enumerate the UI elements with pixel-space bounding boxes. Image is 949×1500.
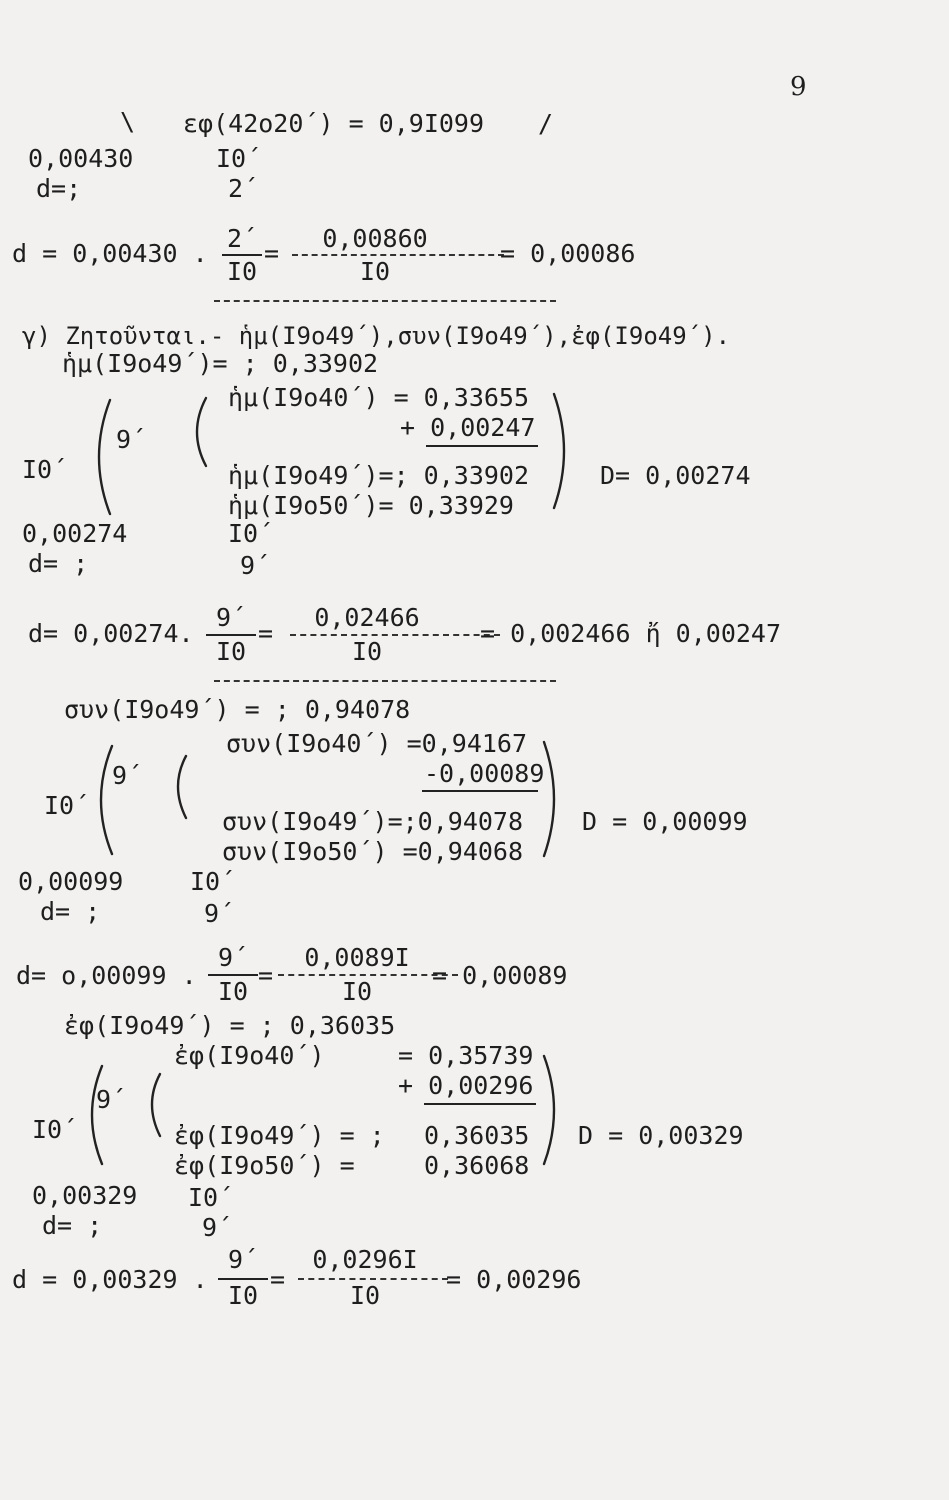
tan2-row-3-value: 0,36035 <box>424 1121 530 1150</box>
tan2-row-4: ἐφ(I9ο50΄) = <box>174 1151 355 1180</box>
frac-denominator: I0 <box>226 257 258 286</box>
frac-numerator: 2΄ <box>226 224 258 253</box>
cos-d-query: d= ; <box>40 897 101 926</box>
tan2-row-3: ἐφ(I9ο49΄) = ; <box>174 1121 385 1150</box>
tan-d-line: d = 0,00430 . <box>12 239 208 268</box>
underline <box>426 445 538 447</box>
fraction-bar <box>208 974 258 976</box>
tan2-ten-minutes: I0΄ <box>32 1115 78 1144</box>
right-paren <box>538 1048 568 1172</box>
equals-sign: = <box>258 961 274 990</box>
left-paren-inner <box>166 752 196 822</box>
sin-result: = 0,002466 ἤ 0,00247 <box>480 619 782 648</box>
tan2-d-line: d = 0,00329 . <box>12 1265 208 1294</box>
cos-ten-minutes-2: I0΄ <box>190 867 236 896</box>
sin-ten-minutes: I0΄ <box>22 455 68 484</box>
tan2-row-1: ἐφ(I9ο40΄) <box>174 1041 325 1070</box>
cos-difference: 0,00099 <box>18 867 124 896</box>
tan2-nine-minutes: 9΄ <box>96 1085 127 1114</box>
tan2-row-4-value: 0,36068 <box>424 1151 530 1180</box>
frac-denominator: I0 <box>217 977 249 1006</box>
tan2-heading: ἐφ(I9ο49΄) = ; 0,36035 <box>64 1011 396 1040</box>
left-paren-outer <box>90 740 120 860</box>
sin-d-query: d= ; <box>28 549 89 578</box>
tan-ten-minutes: I0΄ <box>216 144 262 173</box>
check-mark-icon: \ <box>120 107 136 136</box>
frac-denominator: I0 <box>227 1281 259 1310</box>
right-paren <box>548 386 578 516</box>
cos-nine-minutes-2: 9΄ <box>204 899 235 928</box>
frac-numerator: 0,02466 <box>314 603 420 632</box>
tan2-D-value: D = 0,00329 <box>578 1121 744 1150</box>
cos-d-line: d= ο,00099 . <box>16 961 197 990</box>
frac-numerator: 0,0089I <box>304 943 410 972</box>
tan2-result: = 0,00296 <box>446 1265 582 1294</box>
separator-line <box>214 300 556 302</box>
cos-row-2: -0,00089 <box>424 759 545 788</box>
equals-sign: = <box>264 239 280 268</box>
fraction-bar <box>218 1278 268 1280</box>
cos-row-4: συν(I9ο50΄) =0,94068 <box>222 837 524 866</box>
cos-heading: συν(I9ο49΄) = ; 0,94078 <box>64 695 411 724</box>
frac-numerator: 0,00860 <box>322 224 428 253</box>
left-paren-outer <box>88 392 118 522</box>
tan2-row-2: + 0,00296 <box>398 1071 534 1100</box>
section-gamma-label: γ) Ζητοῦνται.- ἡμ(I9ο49΄),συν(I9ο49΄),ἐφ(I9ο49΄). <box>22 322 731 350</box>
cos-D-value: D = 0,00099 <box>582 807 748 836</box>
frac-denominator: I0 <box>349 1281 381 1310</box>
tan2-nine-minutes-2: 9΄ <box>202 1213 233 1242</box>
sin-row-1: ἡμ(I9ο40΄) = 0,33655 <box>228 383 530 412</box>
page-number: 9 <box>790 72 807 102</box>
cos-row-1: συν(I9ο40΄) =0,94167 <box>226 729 528 758</box>
left-paren-inner <box>140 1070 170 1140</box>
frac-numerator: 9΄ <box>215 603 247 632</box>
tan2-row-1-value: = 0,35739 <box>398 1041 534 1070</box>
cos-row-3: συν(I9ο49΄)=;0,94078 <box>222 807 524 836</box>
tan-heading: εφ(42ο20΄) = 0,9I099 <box>183 109 485 138</box>
sin-d-line: d= 0,00274. <box>28 619 194 648</box>
sin-nine-minutes-2: 9΄ <box>240 551 271 580</box>
equals-sign: = <box>270 1265 286 1294</box>
cos-ten-minutes: I0΄ <box>44 791 90 820</box>
tan2-d-query: d= ; <box>42 1211 103 1240</box>
tan2-difference: 0,00329 <box>32 1181 138 1210</box>
tan-two-minutes: 2΄ <box>228 174 259 203</box>
frac-denominator: I0 <box>359 257 391 286</box>
tan2-ten-minutes-2: I0΄ <box>188 1183 234 1212</box>
cos-nine-minutes: 9΄ <box>112 761 143 790</box>
underline <box>424 1103 536 1105</box>
fraction-bar <box>206 634 256 636</box>
separator-line <box>214 680 556 682</box>
sin-nine-minutes: 9΄ <box>116 425 147 454</box>
frac-numerator: 9΄ <box>227 1245 259 1274</box>
fraction-bar <box>290 634 500 636</box>
fraction-bar <box>278 974 458 976</box>
sin-row-2: + 0,00247 <box>400 413 536 442</box>
tan-difference: 0,00430 <box>28 144 134 173</box>
left-paren-inner <box>184 392 214 472</box>
tan-d-query: d=; <box>36 174 82 203</box>
frac-denominator: I0 <box>341 977 373 1006</box>
right-paren <box>538 734 568 864</box>
fraction-bar <box>298 1278 448 1280</box>
frac-numerator: 0,0296I <box>312 1245 418 1274</box>
sin-row-3: ἡμ(I9ο49΄)=; 0,33902 <box>228 461 530 490</box>
frac-numerator: 9΄ <box>217 943 249 972</box>
tan-result: = 0,00086 <box>500 239 636 268</box>
fraction-bar <box>222 254 262 256</box>
sin-heading: ἡμ(I9ο49΄)= ; 0,33902 <box>62 349 379 378</box>
check-mark-icon: / <box>538 109 554 138</box>
frac-denominator: I0 <box>351 637 383 666</box>
equals-sign: = <box>258 619 274 648</box>
sin-difference: 0,00274 <box>22 519 128 548</box>
sin-row-4: ἡμ(I9ο50΄)= 0,33929 <box>228 491 514 520</box>
cos-result: = 0,00089 <box>432 961 568 990</box>
sin-D-value: D= 0,00274 <box>600 461 751 490</box>
sin-ten-minutes-2: I0΄ <box>228 519 274 548</box>
underline <box>422 790 538 792</box>
frac-denominator: I0 <box>215 637 247 666</box>
fraction-bar <box>292 254 504 256</box>
left-paren-outer <box>80 1060 110 1170</box>
